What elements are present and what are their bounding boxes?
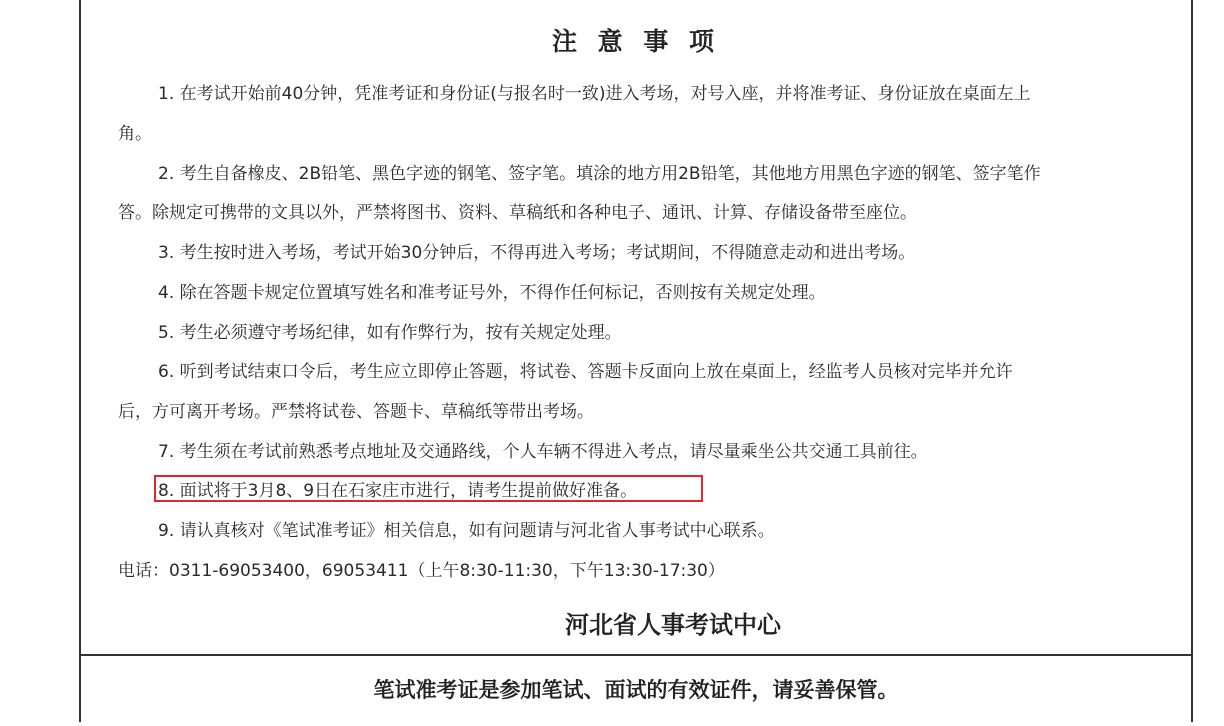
item-7: 7. 考生须在考试前熟悉考点地址及交通路线，个人车辆不得进入考点，请尽量乘坐公共交通工具前往。: [158, 442, 928, 462]
item-6-line-1: 6. 听到考试结束口令后，考生应立即停止答题，将试卷、答题卡反面向上放在桌面上，经监考人员核对完毕并允许: [158, 362, 1013, 382]
item-2-line-2: 答。除规定可携带的文具以外，严禁将图书、资料、草稿纸和各种电子、通讯、计算、存储设备带至座位。: [118, 203, 917, 223]
item-5: 5. 考生必须遵守考场纪律，如有作弊行为，按有关规定处理。: [158, 323, 622, 343]
item-8: 8. 面试将于3月8、9日在石家庄市进行，请考生提前做好准备。: [158, 481, 638, 501]
notice-title: 注 意 事 项: [551, 27, 721, 56]
organization-name: 河北省人事考试中心: [565, 611, 781, 639]
item-6-line-2: 后，方可离开考场。严禁将试卷、答题卡、草稿纸等带出考场。: [118, 402, 594, 422]
item-9: 9. 请认真核对《笔试准考证》相关信息，如有问题请与河北省人事考试中心联系。: [158, 521, 775, 541]
item-3: 3. 考生按时进入考场，考试开始30分钟后，不得再进入考场；考试期间，不得随意走动和进出考场。: [158, 243, 916, 263]
item-1-line-2: 角。: [118, 124, 152, 144]
footer-divider: [79, 654, 1193, 656]
footer-notice: 笔试准考证是参加笔试、面试的有效证件，请妥善保管。: [373, 678, 899, 702]
item-4: 4. 除在答题卡规定位置填写姓名和准考证号外，不得作任何标记，否则按有关规定处理。: [158, 283, 826, 303]
phone-line: 电话：0311-69053400，69053411（上午8:30-11:30，下午13:30-17:30）: [118, 561, 725, 581]
item-2-line-1: 2. 考生自备橡皮、2B铅笔、黑色字迹的钢笔、签字笔。填涂的地方用2B铅笔，其他地方用黑色字迹的钢笔、签字笔作: [158, 164, 1041, 184]
item-1-line-1: 1. 在考试开始前40分钟，凭准考证和身份证(与报名时一致)进入考场，对号入座，并将准考证、身份证放在桌面左上: [158, 84, 1031, 104]
